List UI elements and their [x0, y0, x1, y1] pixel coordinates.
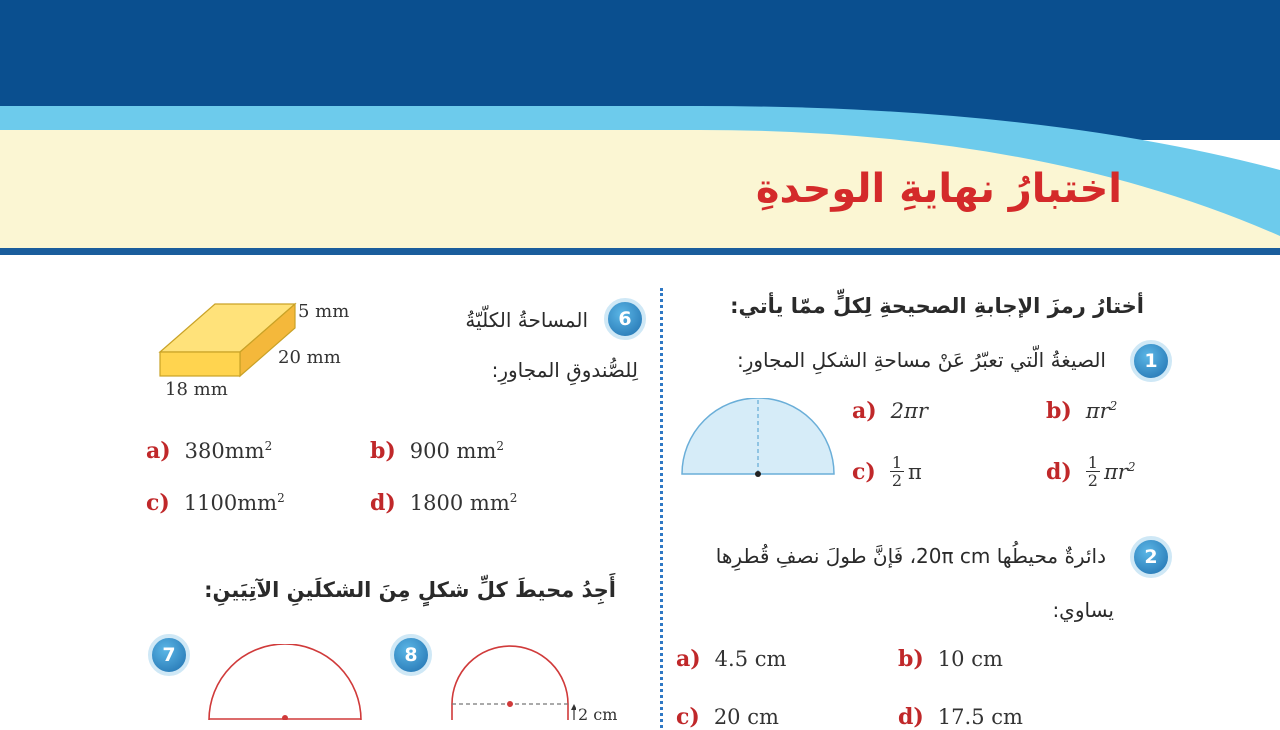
option-value: 17.5 cm	[937, 705, 1023, 729]
option-value: 900 mm	[409, 439, 497, 463]
q1-option-c[interactable]	[852, 454, 922, 489]
option-letter: a)	[676, 646, 701, 672]
instruction-choose: أختارُ رمزَ الإجابةِ الصحيحةِ لِكلٍّ ممّا يأتي:	[730, 294, 1144, 318]
option-letter: a)	[146, 438, 171, 464]
q1-text: الصيغةُ الّتي تعبّرُ عَنْ مساحةِ الشكلِ المجاورِ:	[736, 348, 1106, 372]
option-letter: a)	[852, 398, 877, 424]
option-value: 4.5 cm	[714, 647, 787, 671]
option-exponent: 2	[277, 491, 285, 505]
q2-text-line1: دائرةٌ محيطُها 20π cm، فَإنَّ طولَ نصفِ قُطرِها	[715, 544, 1106, 568]
question-badge-6: 6	[604, 298, 646, 340]
q1-option-a[interactable]	[852, 398, 928, 424]
q6-option-a[interactable]	[146, 438, 272, 464]
arch-height-label: 2 cm	[578, 705, 618, 724]
option-value: 2πr	[890, 399, 928, 423]
option-letter: b)	[370, 438, 396, 464]
q2-option-a[interactable]	[676, 646, 786, 672]
option-exponent: 2	[1127, 459, 1136, 474]
option-letter: d)	[370, 490, 396, 516]
option-letter: c)	[676, 704, 700, 730]
option-value: 10 cm	[937, 647, 1003, 671]
instruction-perimeter: أَجِدُ محيطَ كلِّ شكلٍ مِنَ الشكلَينِ الآتِيَينِ:	[204, 578, 616, 602]
option-value: π	[908, 459, 922, 484]
question-badge-2: 2	[1130, 536, 1172, 578]
option-letter: d)	[898, 704, 924, 730]
option-exponent: 2	[264, 439, 273, 453]
q1-option-d[interactable]	[1046, 454, 1135, 489]
box-width-label: 18 mm	[165, 379, 228, 400]
option-value: πr	[1103, 459, 1128, 484]
fraction-half: $\frac{1}{2}$	[891, 453, 902, 490]
option-value: 20 cm	[713, 705, 779, 729]
option-exponent: 2	[496, 439, 505, 453]
q2-option-b[interactable]	[898, 646, 1003, 672]
box-depth-label: 20 mm	[278, 347, 341, 368]
semicircle-figure	[678, 398, 838, 480]
option-letter: c)	[852, 458, 876, 485]
box-height-label: 5 mm	[298, 301, 350, 322]
arch-figure	[446, 644, 576, 720]
option-value: πr	[1085, 399, 1110, 423]
q6-option-d[interactable]	[370, 490, 517, 516]
option-value: 380mm	[184, 439, 265, 463]
question-badge-1: 1	[1130, 340, 1172, 382]
header-banner	[0, 0, 1280, 260]
option-exponent: 2	[509, 491, 518, 505]
q6-text-line1: المساحةُ الكلّيّةُ	[465, 308, 588, 332]
option-letter: d)	[1046, 458, 1072, 485]
box-figure	[155, 298, 300, 383]
q2-option-d[interactable]	[898, 704, 1023, 730]
question-badge-7: 7	[148, 634, 190, 676]
option-letter: b)	[1046, 398, 1072, 424]
q1-option-b[interactable]	[1046, 398, 1117, 424]
q2-text-line2: يساوي:	[1052, 598, 1114, 622]
option-exponent: 2	[1109, 399, 1118, 413]
semicircle-outline-figure	[205, 644, 365, 720]
q6-text-line2: لِلصُّندوقِ المجاورِ:	[491, 358, 638, 382]
option-value: 1100mm	[183, 491, 278, 515]
option-letter: c)	[146, 490, 170, 516]
q2-option-c[interactable]	[676, 704, 779, 730]
q6-option-c[interactable]	[146, 490, 285, 516]
question-badge-8: 8	[390, 634, 432, 676]
page-title: اختبارُ نهايةِ الوحدةِ	[755, 166, 1122, 212]
option-letter: b)	[898, 646, 924, 672]
fraction-half: $\frac{1}{2}$	[1087, 453, 1098, 490]
option-value: 1800 mm	[409, 491, 510, 515]
q6-option-b[interactable]	[370, 438, 504, 464]
column-divider	[660, 288, 663, 728]
